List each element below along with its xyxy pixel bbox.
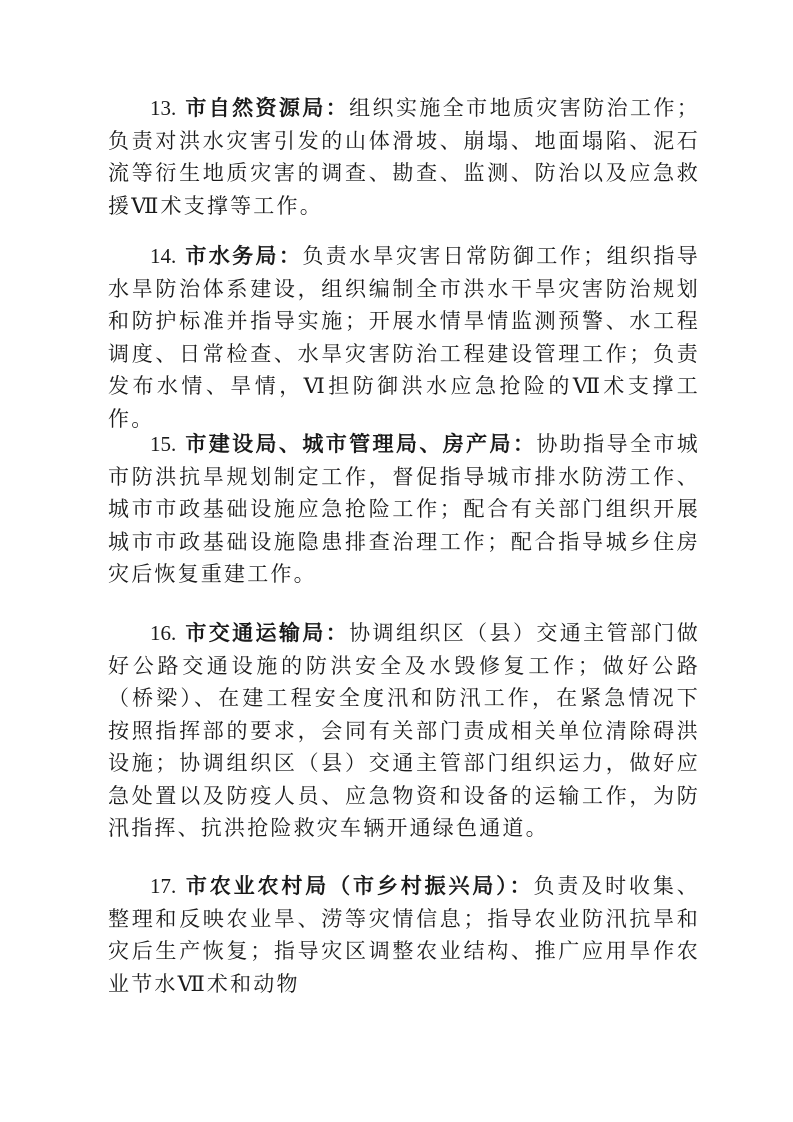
paragraph-heading: 市建设局、城市管理局、房产局： — [185, 431, 537, 456]
paragraph-number: 13. — [150, 96, 177, 120]
paragraph-body: 负责及时收集、整理和反映农业旱、涝等灾情信息；指导农业防汛抗旱和灾后生产恢复；指导灾区调整农业结构、推广应用旱作农业节水Ⅶ术和动物 — [108, 874, 700, 996]
paragraph-number: 16. — [150, 621, 177, 645]
paragraph-body: 负责水旱灾害日常防御工作；组织指导水旱防治体系建设，组织编制全市洪水干旱灾害防治规划和防护标准并指导实施；开展水情旱情监测预警、水工程调度、日常检查、水旱灾害防治工程建设管理工作；负责发布水情、旱情，Ⅵ担防御洪水应急抢险的Ⅶ术支撑工作。 — [108, 244, 700, 431]
paragraph-number: 17. — [150, 874, 177, 898]
paragraph-17 — [108, 870, 700, 1000]
paragraph-heading: 市水务局： — [185, 243, 303, 268]
paragraph-number: 14. — [150, 244, 177, 268]
paragraph-heading: 市自然资源局： — [185, 95, 350, 120]
paragraph-16 — [108, 617, 700, 845]
paragraph-14 — [108, 240, 700, 435]
paragraph-heading: 市农业农村局（市乡村振兴局）： — [185, 873, 534, 898]
paragraph-13 — [108, 92, 700, 222]
paragraph-15 — [108, 428, 700, 591]
paragraph-body: 协助指导全市城市防洪抗旱规划制定工作，督促指导城市排水防涝工作、城市市政基础设施应急抢险工作；配合有关部门组织开展城市市政基础设施隐患排查治理工作；配合指导城乡住房灾后恢复重建工作。 — [108, 432, 700, 586]
paragraph-body: 组织实施全市地质灾害防治工作；负责对洪水灾害引发的山体滑坡、崩塌、地面塌陷、泥石流等衍生地质灾害的调查、勘查、监测、防治以及应急救援Ⅶ术支撑等工作。 — [108, 96, 700, 218]
paragraph-heading: 市交通运输局： — [185, 620, 350, 645]
paragraph-number: 15. — [150, 432, 177, 456]
paragraph-body: 协调组织区（县）交通主管部门做好公路交通设施的防洪安全及水毁修复工作；做好公路（桥梁）、在建工程安全度汛和防汛工作，在紧急情况下按照指挥部的要求，会同有关部门责成相关单位清除碍洪设施；协调组织区（县）交通主管部门组织运力，做好应急处置以及防疫人员、应急物资和设备的运输工作，为防汛指挥、抗洪抢险救灾车辆开通绿色通道。 — [108, 621, 700, 840]
